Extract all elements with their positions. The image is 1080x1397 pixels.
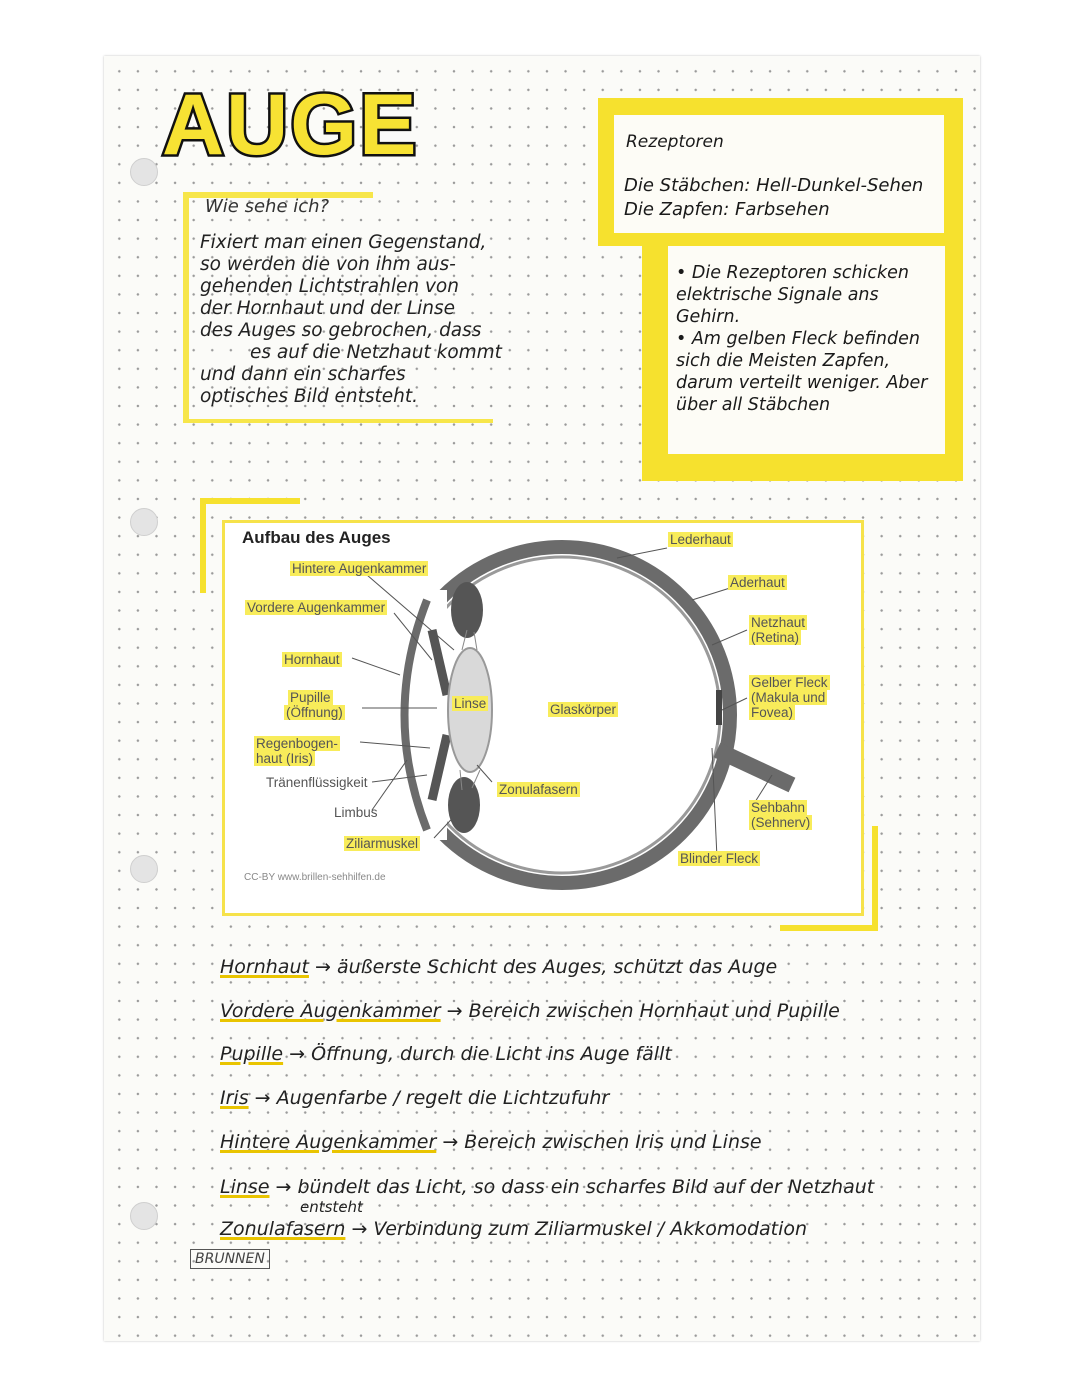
label-netzhaut: Netzhaut bbox=[751, 615, 806, 630]
definition-term: Vordere Augenkammer bbox=[220, 1000, 441, 1022]
diagram-corner bbox=[200, 498, 206, 593]
punch-hole bbox=[130, 855, 158, 883]
receptor-note: • Die Rezeptoren schicken elektrische Signale ans Gehirn. bbox=[676, 263, 910, 327]
question-text bbox=[200, 232, 545, 408]
definition-line bbox=[220, 1043, 672, 1065]
ciliary-muscle-top bbox=[451, 582, 483, 638]
question-line: so werden die von ihm aus- bbox=[200, 254, 456, 275]
label-iris: haut (Iris) bbox=[256, 751, 314, 766]
diagram-corner bbox=[200, 498, 300, 504]
punch-hole bbox=[130, 508, 158, 536]
definition-term: Pupille bbox=[220, 1043, 284, 1065]
label-regenbogenhaut: Regenbogen- bbox=[256, 736, 338, 751]
label-sehnerv: (Sehnerv) bbox=[751, 815, 811, 830]
question-line: gehenden Lichtstrahlen von bbox=[200, 276, 459, 297]
question-line: optisches Bild entsteht. bbox=[200, 386, 418, 407]
question-line: der Hornhaut und der Linse bbox=[200, 298, 455, 319]
punch-hole bbox=[130, 1202, 158, 1230]
definition-text: → äußerste Schicht des Auges, schützt das Auge bbox=[308, 956, 778, 978]
diagram-title: Aufbau des Auges bbox=[242, 528, 391, 547]
label-hornhaut: Hornhaut bbox=[284, 652, 340, 667]
question-heading: Wie sehe ich? bbox=[205, 196, 330, 217]
definition-line bbox=[220, 1176, 874, 1198]
definition-text: entsteht bbox=[300, 1198, 363, 1216]
definition-term: Hintere Augenkammer bbox=[220, 1131, 437, 1153]
definition-text: → Verbindung zum Ziliarmuskel / Akkomodation bbox=[345, 1218, 808, 1240]
punch-hole bbox=[130, 158, 158, 186]
label-gelber-fleck: Gelber Fleck bbox=[751, 675, 828, 690]
definition-term: Iris bbox=[220, 1087, 249, 1109]
label-traenenfluessigkeit: Tränenflüssigkeit bbox=[266, 775, 368, 790]
label-vordere-augenkammer: Vordere Augenkammer bbox=[247, 600, 386, 615]
definition-line bbox=[220, 1087, 609, 1109]
label-retina: (Retina) bbox=[751, 630, 800, 645]
question-line: des Auges so gebrochen, dass bbox=[200, 320, 482, 341]
label-linse: Linse bbox=[454, 696, 487, 711]
definition-line bbox=[220, 956, 777, 978]
diagram-corner bbox=[780, 925, 878, 931]
receptor-title: Rezeptoren bbox=[626, 132, 724, 152]
label-lederhaut: Lederhaut bbox=[670, 532, 731, 547]
question-box-bottom-border bbox=[183, 419, 493, 423]
question-line: und dann ein scharfes bbox=[200, 364, 406, 385]
definition-continuation bbox=[300, 1198, 363, 1216]
definition-text: → Öffnung, durch die Licht ins Auge fällt bbox=[283, 1043, 672, 1065]
definition-text: → Bereich zwischen Hornhaut und Pupille bbox=[440, 1000, 840, 1022]
definition-term: Zonulafasern bbox=[220, 1218, 346, 1240]
page-title: AUGE bbox=[162, 77, 419, 173]
label-limbus: Limbus bbox=[334, 805, 378, 820]
brand-logo: BRUNNEN bbox=[190, 1249, 270, 1269]
diagram-corner bbox=[872, 826, 878, 931]
definition-text: → Bereich zwischen Iris und Linse bbox=[436, 1131, 762, 1153]
label-hintere-augenkammer: Hintere Augenkammer bbox=[292, 561, 427, 576]
cones-line: Die Zapfen: Farbsehen bbox=[624, 199, 830, 220]
receptor-note: • Am gelben Fleck befinden sich die Meisten Zapfen, darum verteilt weniger. Aber über all Stäbchen bbox=[676, 329, 928, 415]
definition-line bbox=[220, 1218, 807, 1240]
label-zonulafasern: Zonulafasern bbox=[499, 782, 578, 797]
receptor-notes bbox=[676, 262, 938, 416]
definition-text: → Augenfarbe / regelt die Lichtzufuhr bbox=[248, 1087, 610, 1109]
label-makula: (Makula und bbox=[751, 690, 826, 705]
label-blinder-fleck: Blinder Fleck bbox=[680, 851, 759, 866]
question-line: Fixiert man einen Gegenstand, bbox=[200, 232, 487, 253]
label-glaskoerper: Glaskörper bbox=[550, 702, 617, 717]
ciliary-muscle-bottom bbox=[448, 777, 480, 833]
definition-term: Linse bbox=[220, 1176, 270, 1198]
definition-term: Hornhaut bbox=[220, 956, 309, 978]
definition-line bbox=[220, 1131, 762, 1153]
label-fovea: Fovea) bbox=[751, 705, 794, 720]
image-credit: CC-BY www.brillen-sehhilfen.de bbox=[244, 872, 386, 883]
label-pupille: Pupille bbox=[290, 690, 331, 705]
definition-text: → bündelt das Licht, so dass ein scharfes Bild auf der Netzhaut bbox=[269, 1176, 875, 1198]
label-ziliarmuskel: Ziliarmuskel bbox=[346, 836, 419, 851]
definition-line bbox=[220, 1000, 840, 1022]
question-line: es auf die Netzhaut kommt bbox=[250, 342, 502, 363]
label-aderhaut: Aderhaut bbox=[730, 575, 785, 590]
label-sehbahn: Sehbahn bbox=[751, 800, 806, 815]
rods-line: Die Stäbchen: Hell-Dunkel-Sehen bbox=[624, 175, 924, 196]
label-pupille-sub: (Öffnung) bbox=[286, 705, 343, 720]
